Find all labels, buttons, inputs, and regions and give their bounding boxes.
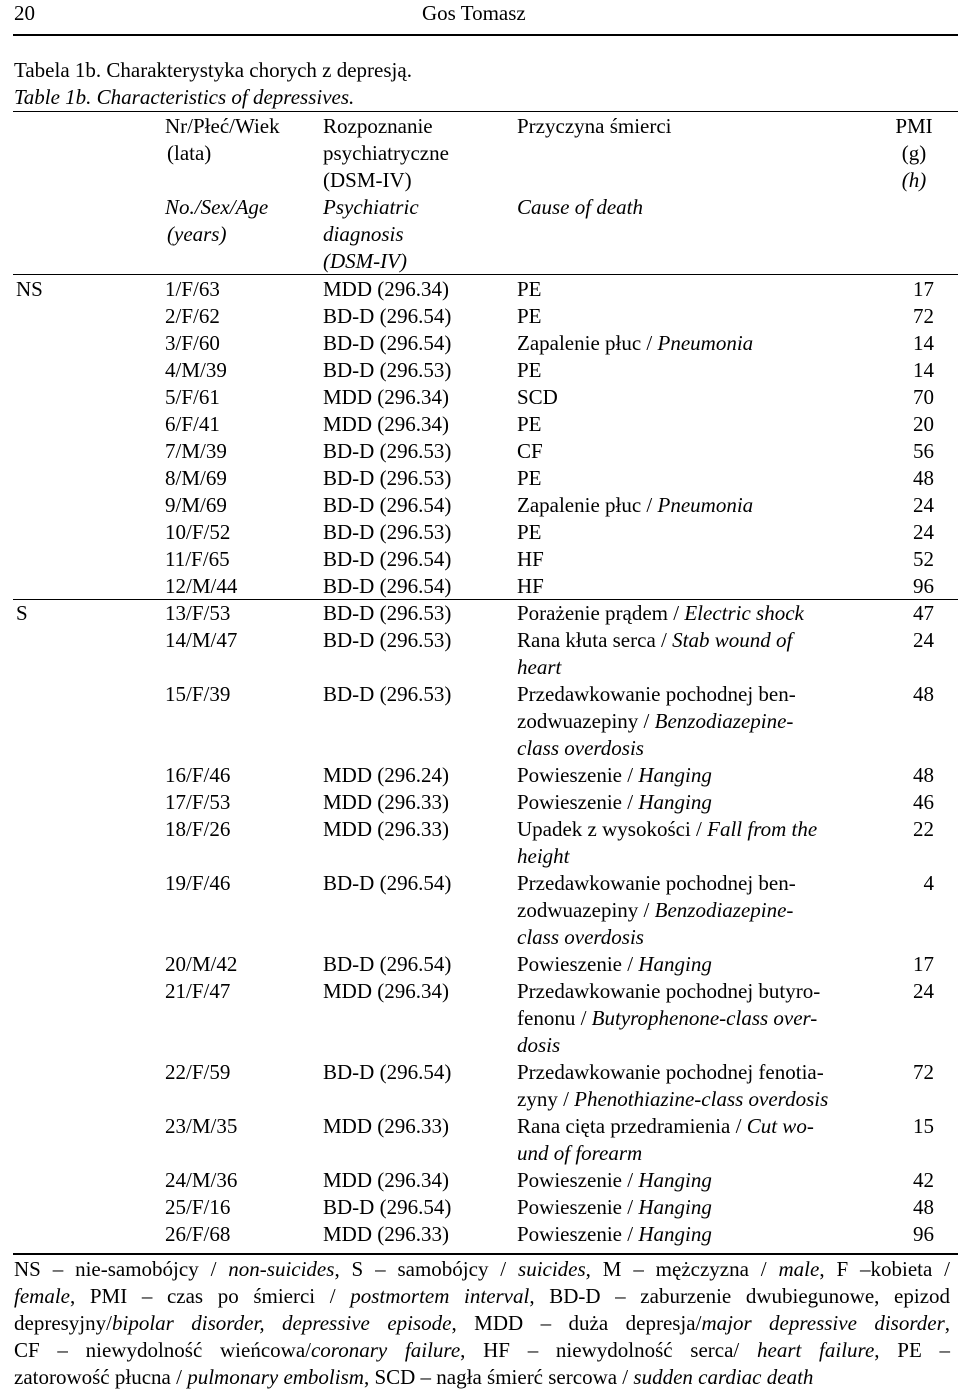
pmi-cell: 24 [913,979,934,1003]
patient-id-cell: 21/F/47 [165,979,231,1003]
cause-cell [517,276,877,303]
patient-id-cell: 22/F/59 [165,1060,231,1084]
table-row [0,573,960,600]
footnote-text: , MDD – duża depresja/ [451,1311,702,1335]
table-row [0,870,960,951]
cause-cell [517,357,877,384]
footnote-english-term: pulmonary embolism [187,1365,364,1389]
cause-line [517,357,877,384]
table-row [0,978,960,1059]
cause-line [517,1194,877,1221]
cause-header-en: Cause of death [517,195,643,219]
table-row [0,411,960,438]
table-caption [14,57,954,111]
cause-english: Pneumonia [657,331,754,355]
cause-english: Phenothiazine-class overdosis [574,1087,829,1111]
diagnosis-cell: BD-D (296.54) [323,304,452,328]
table-footnote [14,1256,950,1391]
footnote-english-term: major depressive disorder [701,1311,945,1335]
caption-polish: Tabela 1b. Charakterystyka chorych z depresją. [14,58,412,82]
cause-polish: Rana cięta przedramienia / [517,1114,747,1138]
cause-polish: Powieszenie / [517,1222,639,1246]
table-top-rule [13,111,958,112]
cause-english: Fall from the [707,817,818,841]
pmi-cell: 48 [913,682,934,706]
patient-id-cell: 25/F/16 [165,1195,231,1219]
patient-id-cell: 9/M/69 [165,493,227,517]
cause-english: Stab wound of [672,628,793,652]
patient-id-cell: 7/M/39 [165,439,227,463]
diagnosis-cell: MDD (296.33) [323,1114,449,1138]
patient-id-cell: 1/F/63 [165,277,220,301]
table-row [0,303,960,330]
cause-polish: Rana kłuta serca / [517,628,673,652]
pmi-cell: 14 [913,358,934,382]
cause-line [517,546,877,573]
footnote-text: , HF – niewydolność serca/ [460,1338,757,1362]
diagnosis-cell: MDD (296.34) [323,277,449,301]
cause-line [517,735,877,762]
diagnosis-cell: BD-D (296.53) [323,520,452,544]
dx-header-en-3: (DSM-IV) [323,249,407,273]
footnote-text: depresyjny/ [14,1311,112,1335]
cause-polish: Powieszenie / [517,952,639,976]
diagnosis-cell: BD-D (296.53) [323,358,452,382]
cause-polish: PE [517,466,542,490]
footnote-english-term: male [778,1257,820,1281]
cause-polish: Powieszenie / [517,1168,639,1192]
cause-cell [517,465,877,492]
cause-line [517,411,877,438]
patient-id-cell: 15/F/39 [165,682,231,706]
cause-polish: CF [517,439,543,463]
table-row [0,519,960,546]
cause-cell [517,384,877,411]
cause-line [517,438,877,465]
cause-cell [517,519,877,546]
cause-polish: Powieszenie / [517,763,639,787]
running-head: Gos Tomasz [422,1,526,25]
table-row [0,276,960,303]
cause-polish: Powieszenie / [517,790,639,814]
patient-id-cell: 10/F/52 [165,520,231,544]
patient-id-cell: 19/F/46 [165,871,231,895]
cause-english: dosis [517,1033,561,1057]
footnote-text: , S – samobójcy / [334,1257,519,1281]
table-row [0,357,960,384]
pmi-cell: 20 [913,412,934,436]
cause-polish: PE [517,277,542,301]
cause-english: Electric shock [684,601,804,625]
cause-polish: PE [517,358,542,382]
id-header-en-2: (years) [167,222,227,246]
cause-line [517,492,877,519]
cause-cell [517,411,877,438]
cause-english: class overdosis [517,736,644,760]
cause-line [517,654,877,681]
diagnosis-cell: BD-D (296.53) [323,628,452,652]
diagnosis-cell: MDD (296.34) [323,412,449,436]
dx-header-en-1: Psychiatric [323,195,419,219]
cause-english: Hanging [638,1168,712,1192]
table-row [0,384,960,411]
pmi-cell: 48 [913,466,934,490]
diagnosis-cell: BD-D (296.54) [323,574,452,598]
diagnosis-cell: MDD (296.24) [323,763,449,787]
table-row [0,492,960,519]
pmi-header-unit-pl: (g) [901,141,927,165]
cause-cell [517,762,877,789]
pmi-cell: 42 [913,1168,934,1192]
pmi-cell: 46 [913,790,934,814]
footnote-text: , PE – [874,1338,950,1362]
patient-id-cell: 2/F/62 [165,304,220,328]
cause-cell [517,627,877,681]
column-header-diagnosis [323,113,449,275]
pmi-cell: 70 [913,385,934,409]
cause-polish: fenonu / [517,1006,592,1030]
footnote-english-term: bipolar disorder, depressive episode [111,1311,452,1335]
table-row [0,465,960,492]
id-header-pl-1: Nr/Płeć/Wiek [165,114,280,138]
cause-cell [517,870,877,951]
footnote-line [14,1256,950,1283]
cause-cell [517,1113,877,1167]
pmi-cell: 72 [913,304,934,328]
cause-cell [517,330,877,357]
cause-line [517,1113,877,1140]
cause-polish: Powieszenie / [517,1195,639,1219]
cause-english: Butyrophenone-class over- [591,1006,818,1030]
cause-line [517,1086,877,1113]
table-row [0,1167,960,1194]
cause-cell [517,546,877,573]
cause-line [517,924,877,951]
footnote-text: , PMI – czas po śmierci / [69,1284,351,1308]
patient-id-cell: 14/M/47 [165,628,238,652]
footnote-line [14,1364,950,1391]
caption-english: Table 1b. Characteristics of depressives. [14,85,355,109]
footnote-english-term: heart failure [757,1338,875,1362]
cause-polish: Przedawkowanie pochodnej ben- [517,871,796,895]
table-row [0,438,960,465]
footnote-english-term: suicides [518,1257,586,1281]
pmi-cell: 48 [913,1195,934,1219]
patient-id-cell: 20/M/42 [165,952,238,976]
cause-line [517,978,877,1005]
diagnosis-cell: BD-D (296.54) [323,871,452,895]
cause-line [517,519,877,546]
cause-polish: HF [517,574,544,598]
footnote-english-term: sudden cardiac death [633,1365,814,1389]
cause-english: Benzodiazepine- [654,898,794,922]
footnote-text: , SCD – nagła śmierć sercowa / [363,1365,634,1389]
cause-line [517,708,877,735]
diagnosis-cell: BD-D (296.54) [323,331,452,355]
cause-english: Benzodiazepine- [654,709,794,733]
dx-header-pl-1: Rozpoznanie [323,114,433,138]
cause-line [517,384,877,411]
diagnosis-cell: BD-D (296.53) [323,682,452,706]
table-bottom-rule [13,1253,958,1255]
patient-id-cell: 17/F/53 [165,790,231,814]
diagnosis-cell: BD-D (296.54) [323,952,452,976]
pmi-cell: 96 [913,1222,934,1246]
cause-line [517,303,877,330]
cause-cell [517,1194,877,1221]
patient-id-cell: 3/F/60 [165,331,220,355]
patient-id-cell: 23/M/35 [165,1114,238,1138]
cause-polish: Zapalenie płuc / [517,493,658,517]
patient-id-cell: 6/F/41 [165,412,220,436]
pmi-header-label: PMI [895,114,933,138]
cause-polish: Przedawkowanie pochodnej fenotia- [517,1060,824,1084]
cause-polish: Porażenie prądem / [517,601,685,625]
pmi-cell: 15 [913,1114,934,1138]
diagnosis-cell: MDD (296.34) [323,979,449,1003]
diagnosis-cell: BD-D (296.54) [323,1195,452,1219]
cause-english: und of forearm [517,1141,643,1165]
patient-id-cell: 24/M/36 [165,1168,238,1192]
cause-polish: PE [517,520,542,544]
cause-line [517,465,877,492]
cause-line [517,762,877,789]
footnote-english-term: non-suicides [228,1257,335,1281]
cause-english: height [517,844,570,868]
cause-line [517,789,877,816]
cause-polish: Przedawkowanie pochodnej ben- [517,682,796,706]
cause-polish: Zapalenie płuc / [517,331,658,355]
footnote-text: , M – mężczyzna / [585,1257,779,1281]
cause-line [517,816,877,843]
footnote-line [14,1283,950,1310]
cause-cell [517,1221,877,1248]
footnote-line [14,1310,950,1337]
cause-line [517,897,877,924]
cause-polish: zyny / [517,1087,575,1111]
diagnosis-cell: MDD (296.34) [323,1168,449,1192]
cause-line [517,1221,877,1248]
table-row [0,1194,960,1221]
patient-id-cell: 5/F/61 [165,385,220,409]
footnote-english-term: female [14,1284,70,1308]
diagnosis-cell: MDD (296.33) [323,790,449,814]
footnote-text: , [944,1311,950,1335]
diagnosis-cell: BD-D (296.54) [323,1060,452,1084]
cause-line [517,1005,877,1032]
table-row [0,762,960,789]
diagnosis-cell: BD-D (296.54) [323,493,452,517]
diagnosis-cell: BD-D (296.53) [323,601,452,625]
cause-cell [517,303,877,330]
pmi-cell: 24 [913,628,934,652]
dx-header-pl-3: (DSM-IV) [323,168,412,192]
cause-line [517,681,877,708]
pmi-cell: 56 [913,439,934,463]
cause-line [517,1059,877,1086]
table-row [0,546,960,573]
diagnosis-cell: BD-D (296.53) [323,439,452,463]
table-row [0,951,960,978]
pmi-cell: 14 [913,331,934,355]
patient-id-cell: 8/M/69 [165,466,227,490]
pmi-cell: 17 [913,952,934,976]
cause-line [517,870,877,897]
cause-header-pl: Przyczyna śmierci [517,114,672,138]
patient-id-cell: 26/F/68 [165,1222,231,1246]
table-row [0,789,960,816]
table-row [0,627,960,681]
cause-polish: PE [517,412,542,436]
cause-english: Pneumonia [657,493,754,517]
cause-line [517,1032,877,1059]
column-header-id [165,113,280,248]
group-cell: NS [16,277,43,301]
patient-id-cell: 12/M/44 [165,574,238,598]
diagnosis-cell: BD-D (296.54) [323,547,452,571]
footnote-english-term: postmortem interval [350,1284,530,1308]
cause-cell [517,492,877,519]
id-header-pl-2: (lata) [167,141,212,165]
cause-english: Hanging [638,952,712,976]
pmi-cell: 24 [913,493,934,517]
cause-cell [517,573,877,600]
cause-cell [517,951,877,978]
patient-id-cell: 18/F/26 [165,817,231,841]
cause-line [517,1167,877,1194]
footnote-text: zatorowość płucna / [14,1365,188,1389]
pmi-cell: 52 [913,547,934,571]
column-header-cause [517,113,672,221]
cause-polish: zodwuazepiny / [517,709,655,733]
footnote-text: CF – niewydolność wieńcowa/ [14,1338,311,1362]
page-header [0,0,960,30]
table-row [0,816,960,870]
cause-line [517,1140,877,1167]
header-bottom-rule [13,274,958,275]
table-row [0,600,960,627]
table-row [0,681,960,762]
footnote-text: , BD-D – zaburzenie dwubiegunowe, epizod [529,1284,951,1308]
pmi-cell: 48 [913,763,934,787]
footnote-line [14,1337,950,1364]
cause-cell [517,600,877,627]
cause-line [517,951,877,978]
cause-line [517,330,877,357]
cause-cell [517,681,877,762]
cause-polish: HF [517,547,544,571]
pmi-cell: 96 [913,574,934,598]
cause-english: Hanging [638,1222,712,1246]
cause-english: class overdosis [517,925,644,949]
cause-line [517,573,877,600]
table-row [0,1059,960,1113]
cause-english: Hanging [638,763,712,787]
cause-polish: SCD [517,385,558,409]
dx-header-pl-2: psychiatryczne [323,141,449,165]
footnote-text: , F –kobieta / [819,1257,951,1281]
cause-cell [517,1167,877,1194]
column-header-pmi [890,113,938,194]
footnote-english-term: coronary failure [310,1338,461,1362]
cause-cell [517,978,877,1059]
page-number: 20 [14,1,35,25]
patient-id-cell: 11/F/65 [165,547,230,571]
id-header-en-1: No./Sex/Age [165,195,269,219]
group-cell: S [16,601,28,625]
table-row [0,330,960,357]
table-body [0,276,960,1248]
footnote-text: NS – nie-samobójcy / [14,1257,229,1281]
pmi-cell: 47 [913,601,934,625]
pmi-cell: 22 [913,817,934,841]
dx-header-en-2: diagnosis [323,222,404,246]
patient-id-cell: 13/F/53 [165,601,231,625]
header-rule [13,34,958,36]
table-row [0,1221,960,1248]
cause-english: heart [517,655,562,679]
cause-cell [517,816,877,870]
cause-english: Hanging [638,1195,712,1219]
pmi-cell: 72 [913,1060,934,1084]
cause-polish: Przedawkowanie pochodnej butyro- [517,979,821,1003]
pmi-cell: 4 [923,871,934,895]
cause-cell [517,438,877,465]
diagnosis-cell: BD-D (296.53) [323,466,452,490]
diagnosis-cell: MDD (296.33) [323,1222,449,1246]
cause-line [517,627,877,654]
cause-line [517,276,877,303]
patient-id-cell: 16/F/46 [165,763,231,787]
cause-english: Hanging [638,790,712,814]
diagnosis-cell: MDD (296.33) [323,817,449,841]
cause-english: Cut wo- [746,1114,814,1138]
pmi-header-unit-en: (h) [901,168,927,192]
cause-polish: PE [517,304,542,328]
patient-id-cell: 4/M/39 [165,358,227,382]
cause-polish: Upadek z wysokości / [517,817,708,841]
pmi-cell: 24 [913,520,934,544]
table-row [0,1113,960,1167]
cause-cell [517,1059,877,1113]
pmi-cell: 17 [913,277,934,301]
cause-line [517,843,877,870]
diagnosis-cell: MDD (296.34) [323,385,449,409]
cause-cell [517,789,877,816]
cause-polish: zodwuazepiny / [517,898,655,922]
cause-line [517,600,877,627]
